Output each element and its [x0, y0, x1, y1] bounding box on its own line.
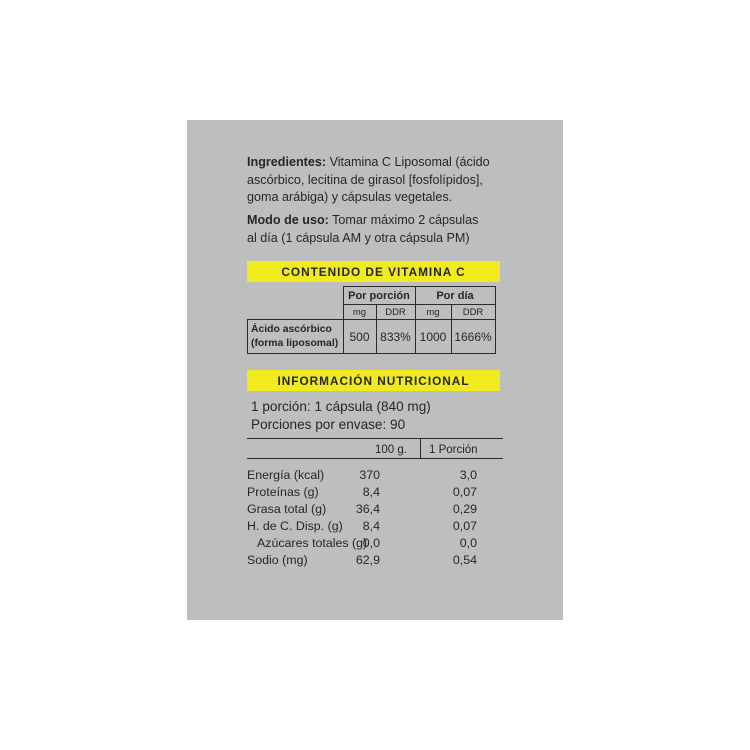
divider-header	[247, 458, 503, 459]
nutrition-banner: INFORMACIÓN NUTRICIONAL	[247, 370, 500, 391]
ingredients-line-3: goma arábiga) y cápsulas vegetales.	[247, 190, 453, 204]
value-mg-day: 1000	[415, 320, 451, 354]
nutrient-portion: 0,07	[452, 519, 477, 533]
nutrient-name: Sodio (mg)	[247, 553, 308, 567]
per-serving-header: Por porción	[343, 287, 415, 305]
nutrient-per100: 370	[359, 468, 380, 482]
nutrition-row-energy	[247, 468, 503, 485]
ingredients-line-2: ascórbico, lecitina de girasol [fosfolípidos],	[247, 172, 483, 187]
servings-per-container: Porciones por envase: 90	[251, 417, 406, 432]
value-ddr-day: 1666%	[451, 320, 495, 354]
nutrient-per100: 0,0	[362, 536, 380, 550]
usage-label: Modo de uso:	[247, 213, 329, 227]
ingredients-line-1: Vitamina C Liposomal (ácido	[326, 155, 490, 169]
label-panel	[187, 120, 563, 620]
per-day-header: Por día	[415, 287, 495, 305]
nutrient-per100: 62,9	[355, 553, 380, 567]
column-divider	[420, 438, 421, 458]
ingredients-text	[247, 154, 503, 207]
nutrient-portion: 0,0	[459, 536, 477, 550]
nutrient-portion: 0,29	[452, 502, 477, 516]
ascorbic-acid-line-2: (forma liposomal)	[251, 337, 339, 349]
nutrient-portion: 0,07	[452, 485, 477, 499]
ascorbic-acid-line-1: Ácido ascórbico	[251, 323, 332, 335]
serving-info	[251, 398, 431, 434]
nutrient-portion: 0,54	[452, 553, 477, 567]
serving-size: 1 porción: 1 cápsula (840 mg)	[251, 399, 431, 414]
ascorbic-acid-label	[248, 320, 344, 354]
unit-ddr-day: DDR	[451, 305, 495, 320]
col-header-portion: 1 Porción	[429, 444, 478, 456]
nutrient-name: Energía (kcal)	[247, 468, 325, 482]
usage-line-2: al día (1 cápsula AM y otra cápsula PM)	[247, 230, 470, 245]
nutrition-row-sodium	[247, 553, 503, 570]
divider-top	[247, 438, 503, 439]
nutrition-row-fat	[247, 502, 503, 519]
vitamin-c-table	[247, 286, 496, 354]
value-ddr-serving: 833%	[376, 320, 415, 354]
vitamin-c-banner: CONTENIDO DE VITAMINA C	[247, 261, 500, 282]
unit-mg-serving: mg	[343, 305, 376, 320]
nutrient-name: H. de C. Disp. (g)	[247, 519, 343, 533]
usage-text	[247, 212, 503, 247]
nutrition-row-sugars	[247, 536, 503, 553]
nutrient-per100: 8,4	[362, 485, 380, 499]
nutrition-row-protein	[247, 485, 503, 502]
nutrition-row-carbs	[247, 519, 503, 536]
unit-mg-day: mg	[415, 305, 451, 320]
ingredients-label: Ingredientes:	[247, 155, 327, 169]
unit-ddr-serving: DDR	[376, 305, 415, 320]
value-mg-serving: 500	[343, 320, 376, 354]
nutrient-per100: 36,4	[355, 502, 380, 516]
nutrient-name: Grasa total (g)	[247, 502, 327, 516]
nutrient-per100: 8,4	[362, 519, 380, 533]
nutrient-name: Proteínas (g)	[247, 485, 319, 499]
usage-line-1: Tomar máximo 2 cápsulas	[328, 213, 479, 227]
col-header-100g: 100 g.	[375, 444, 407, 456]
nutrient-name: Azúcares totales (g)	[257, 536, 368, 550]
nutrient-portion: 3,0	[459, 468, 477, 482]
